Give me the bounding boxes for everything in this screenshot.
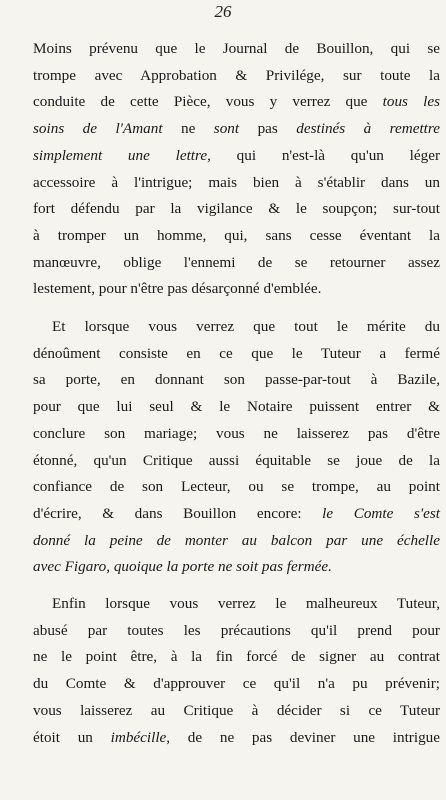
- italic-text: imbécille: [110, 728, 167, 746]
- text-segment: vous laisserez au Critique à décider si ce Tuteur: [33, 701, 440, 719]
- text-segment: pour que lui seul & le Notaire puissent entrer &: [33, 398, 440, 416]
- text-line: [33, 276, 440, 303]
- text-line: [33, 250, 440, 277]
- text-segment: ne: [162, 120, 214, 138]
- text-segment: lestement, pour n'être pas désarçonné d'emblée.: [33, 280, 322, 298]
- text-line: [33, 143, 440, 170]
- text-segment: à tromper un homme, qui, sans cesse éventant la: [33, 226, 440, 244]
- paragraph-3: [33, 591, 445, 751]
- text-line: [33, 421, 440, 448]
- text-segment: ne le point être, à la fin forcé de signer au contrat: [33, 648, 440, 666]
- text-line: [33, 474, 440, 501]
- text-line: [33, 36, 440, 63]
- italic-text: tous les: [382, 93, 440, 111]
- italic-text: sont: [213, 120, 240, 138]
- text-segment: dénoûment consiste en ce que le Tuteur a fermé: [33, 344, 440, 362]
- text-segment: étoit un: [33, 728, 111, 746]
- text-segment: abusé par toutes les précautions qu'il prend pour: [33, 621, 440, 639]
- text-segment: fort défendu par la vigilance & le soupçon; sur-tout: [33, 200, 440, 218]
- text-line: [33, 448, 440, 475]
- text-segment: Et lorsque vous verrez que tout le mérite du: [52, 318, 440, 335]
- text-segment: conclure son mariage; vous ne laisserez pas d'être: [33, 424, 440, 442]
- italic-text: donné la peine de monter au balcon par une échelle: [33, 531, 440, 549]
- text-segment: Enfin lorsque vous verrez le malheureux Tuteur,: [52, 595, 440, 612]
- text-line: [33, 367, 440, 394]
- italic-text: simplement une lettre: [33, 146, 208, 164]
- text-line: [33, 170, 440, 197]
- paragraph-1: [33, 36, 445, 303]
- text-line: [33, 63, 440, 90]
- italic-text: le Comte s'est: [322, 504, 440, 522]
- text-line: [33, 116, 440, 143]
- text-segment: , de ne pas deviner une intrigue: [166, 728, 441, 746]
- text-segment: d'écrire, & dans Bouillon encore:: [33, 504, 323, 522]
- text-line: [33, 671, 440, 698]
- text-segment: étonné, qu'un Critique aussi équitable se joue de la: [33, 451, 440, 469]
- text-line: [33, 196, 440, 223]
- text-line: [33, 554, 440, 581]
- italic-text: soins de l'Amant: [33, 120, 163, 138]
- text-segment: pas: [239, 120, 297, 138]
- text-segment: confiance de son Lecteur, ou se trompe, au point: [33, 478, 440, 496]
- text-segment: trompe avec Approbation & Privilége, sur toute la: [33, 66, 440, 84]
- text-segment: du Comte & d'approuver ce qu'il n'a pu prévenir;: [33, 675, 440, 693]
- text-line: [33, 618, 440, 645]
- text-segment: , qui n'est-là qu'un léger: [207, 146, 441, 164]
- text-segment: sa porte, en donnant son passe-par-tout à Bazile,: [33, 371, 440, 389]
- text-line: [33, 341, 440, 368]
- text-segment: Moins prévenu que le Journal de Bouillon, qui se: [33, 40, 440, 57]
- text-line: [33, 501, 440, 528]
- text-line: [33, 394, 440, 421]
- text-segment: manœuvre, oblige l'ennemi de se retourner assez: [33, 253, 440, 271]
- text-line: [33, 698, 440, 725]
- paragraph-2: [33, 314, 445, 581]
- text-line: [33, 89, 440, 116]
- text-line: [33, 725, 440, 752]
- page-number: 26: [214, 2, 232, 21]
- italic-text: destinés à remettre: [296, 120, 440, 138]
- text-line: [33, 591, 440, 618]
- text-line: [33, 314, 440, 341]
- text-segment: conduite de cette Pièce, vous y verrez que: [33, 93, 383, 111]
- text-line: [33, 528, 440, 555]
- italic-text: avec Figaro, quoique la porte ne soit pas fermée.: [33, 558, 332, 576]
- text-segment: accessoire à l'intrigue; mais bien à s'établir dans un: [33, 173, 440, 191]
- text-line: [33, 223, 440, 250]
- text-line: [33, 644, 440, 671]
